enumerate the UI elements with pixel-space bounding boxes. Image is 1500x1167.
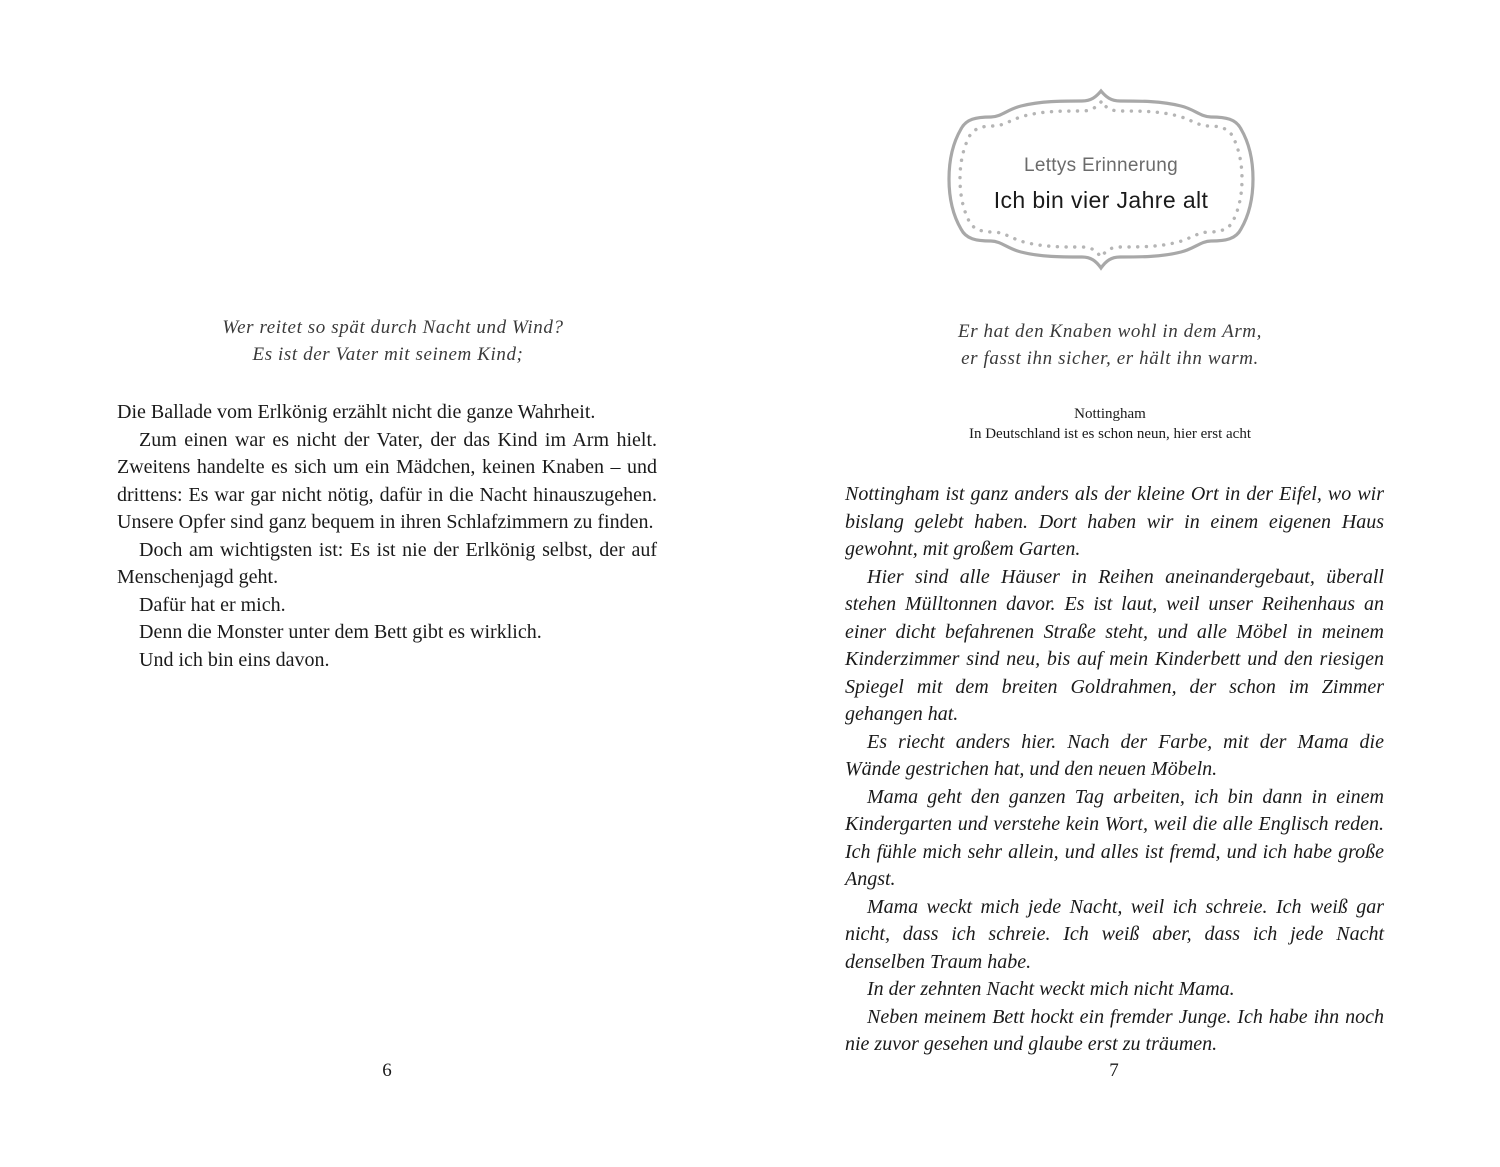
paragraph: Doch am wichtigsten ist: Es ist nie der Erlkönig selbst, der auf Menschenjagd geht. bbox=[117, 538, 657, 588]
epigraph-line: Er hat den Knaben wohl in dem Arm, bbox=[958, 321, 1262, 342]
epigraph-line: er fasst ihn sicher, er hält ihn warm. bbox=[961, 348, 1259, 369]
location-note: In Deutschland ist es schon neun, hier erst acht bbox=[968, 426, 1251, 442]
right-epigraph bbox=[955, 318, 1265, 372]
chapter-title: Ich bin vier Jahre alt bbox=[993, 187, 1209, 213]
epigraph-line: Es ist der Vater mit seinem Kind; bbox=[252, 344, 524, 365]
paragraph: Dafür hat er mich. bbox=[139, 593, 286, 616]
location-header bbox=[900, 404, 1320, 444]
chapter-subtitle: Lettys Erinnerung bbox=[1023, 155, 1179, 176]
location-name: Nottingham bbox=[1074, 406, 1146, 422]
paragraph: Es riecht anders hier. Nach der Farbe, mit der Mama die Wände gestrichen hat, und den neuen Möbeln. bbox=[845, 730, 1384, 780]
paragraph: Nottingham ist ganz anders als der kleine Ort in der Eifel, wo wir bislang gelebt haben. Dort haben wir in einem eigenen Haus gewohnt, mit großem Garten. bbox=[845, 483, 1384, 560]
page-number: 6 bbox=[382, 1060, 392, 1081]
right-body-text bbox=[845, 481, 1384, 1059]
paragraph: Hier sind alle Häuser in Reihen aneinandergebaut, überall stehen Mülltonnen davor. Es ist laut, weil unser Reihenhaus an einer dicht befahrenen Straße steht, und alle Möbel in meinem Kinderzimmer sind neu, bis auf mein Kinderbett und den riesigen Spiegel mit dem breiten Goldrahmen, der schon im Zimmer gehangen hat. bbox=[845, 565, 1384, 725]
paragraph: Die Ballade vom Erlkönig erzählt nicht die ganze Wahrheit. bbox=[117, 401, 596, 423]
epigraph-line: Wer reitet so spät durch Nacht und Wind? bbox=[222, 317, 564, 338]
paragraph: Zum einen war es nicht der Vater, der das Kind im Arm hielt. Zweitens handelte es sich um ein Mädchen, keinen Knaben – und drittens: Es war gar nicht nötig, dafür in die Nacht hinauszugehen. Unsere Opfer sind ganz bequem in ihren Schlafzimmern zu finden. bbox=[117, 428, 657, 533]
right-page bbox=[750, 0, 1500, 1167]
paragraph: Mama weckt mich jede Nacht, weil ich schreie. Ich weiß gar nicht, dass ich schreie. Ich weiß aber, dass ich jede Nacht denselben Traum habe. bbox=[845, 895, 1384, 973]
paragraph: In der zehnten Nacht weckt mich nicht Mama. bbox=[867, 978, 1235, 1000]
paragraph: Und ich bin eins davon. bbox=[139, 648, 330, 671]
paragraph: Denn die Monster unter dem Bett gibt es wirklich. bbox=[139, 621, 542, 643]
paragraph: Neben meinem Bett hockt ein fremder Junge. Ich habe ihn noch nie zuvor gesehen und glaube erst zu träumen. bbox=[845, 1005, 1384, 1055]
left-epigraph bbox=[218, 314, 568, 368]
chapter-frame bbox=[946, 87, 1256, 273]
paragraph: Mama geht den ganzen Tag arbeiten, ich bin dann in einem Kindergarten und verstehe kein Wort, weil die alle Englisch reden. Ich fühle mich sehr allein, und alles ist fremd, und ich habe große Angst. bbox=[845, 785, 1384, 890]
ornamental-frame-icon bbox=[946, 87, 1256, 273]
page-number: 7 bbox=[1109, 1060, 1119, 1081]
left-body-text bbox=[117, 399, 657, 674]
